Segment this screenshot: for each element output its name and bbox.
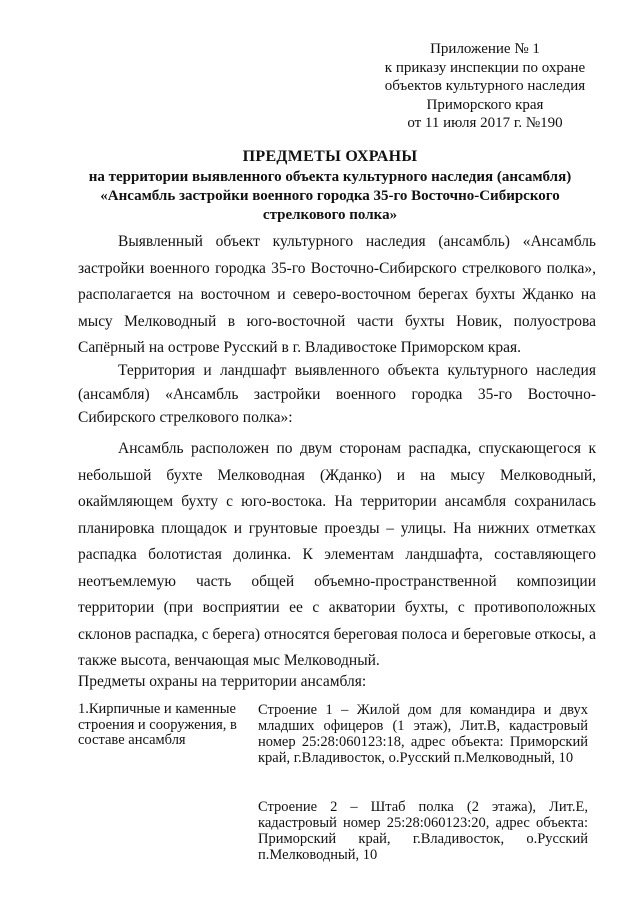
appendix-line-1: Приложение № 1	[430, 41, 540, 57]
paragraph-ensemble-description: Ансамбль расположен по двум сторонам распадка, спускающегося к небольшой бухте Мелководная (Жданко) и на мысу Мелководный, окаймляющем бухту с юго-востока. На территории ансамбля сохранилась планировка площадок и грунтовые проезды – улицы. На нижних отметках распадка болотистая долинка. К элементам ландшафта, составляющего неотъемлемую часть общей объемно-пространственной композиции территории (при восприятии ее с акватории бухты, с противоположных склонов распадка, с берега) относятся береговая полоса и береговые откосы, а также высота, венчающая мыс Мелководный.	[78, 440, 596, 669]
title-line-3: стрелкового полка»	[262, 207, 398, 223]
title-line-1: на территории выявленного объекта культурного наследия (ансамбля)	[88, 169, 572, 185]
appendix-line-3: объектов культурного наследия	[384, 78, 586, 94]
document-title	[60, 147, 600, 225]
title-line-2: «Ансамбль застройки военного городка 35-го Восточно-Сибирского	[100, 188, 560, 204]
paragraph-object-location: Выявленный объект культурного наследия (ансамбль) «Ансамбль застройки военного городка 35-го Восточно-Сибирского стрелкового полка», располагается на восточном и северо-восточном берегах бухты Жданко на мысу Мелководный в юго-восточной части бухты Новик, полуострова Сапёрный на острове Русский в г. Владивостоке Приморском края.	[78, 233, 596, 356]
table-category-cell: 1.Кирпичные и каменные строения и сооружения, в составе ансамбля	[78, 701, 237, 748]
table-building-1: Строение 1 – Жилой дом для командира и двух младших офицеров (1 этаж), Лит.В, кадастровый номер 25:28:060123:18, адрес объекта: Приморский край, г.Владивосток, о.Русский п.Мелководный, 10	[258, 702, 588, 766]
table-building-2: Строение 2 – Штаб полка (2 этажа), Лит.Е, кадастровый номер 25:28:060123:20, адрес объекта: Приморский край, г.Владивосток, о.Русский п.Мелководный, 10	[258, 799, 588, 863]
appendix-line-4: Приморского края	[426, 96, 544, 113]
paragraph-protection-subjects: Предметы охраны на территории ансамбля:	[78, 673, 367, 690]
appendix-line-5: от 11 июля 2017 г. №190	[407, 115, 563, 131]
paragraph-territory-intro: Территория и ландшафт выявленного объекта культурного наследия (ансамбля) «Ансамбль застройки военного городка 35-го Восточно-Сибирского стрелкового полка»:	[78, 362, 596, 426]
title-main: ПРЕДМЕТЫ ОХРАНЫ	[242, 148, 418, 165]
appendix-line-2: к приказу инспекции по охране	[384, 59, 586, 76]
appendix-header	[330, 40, 640, 133]
